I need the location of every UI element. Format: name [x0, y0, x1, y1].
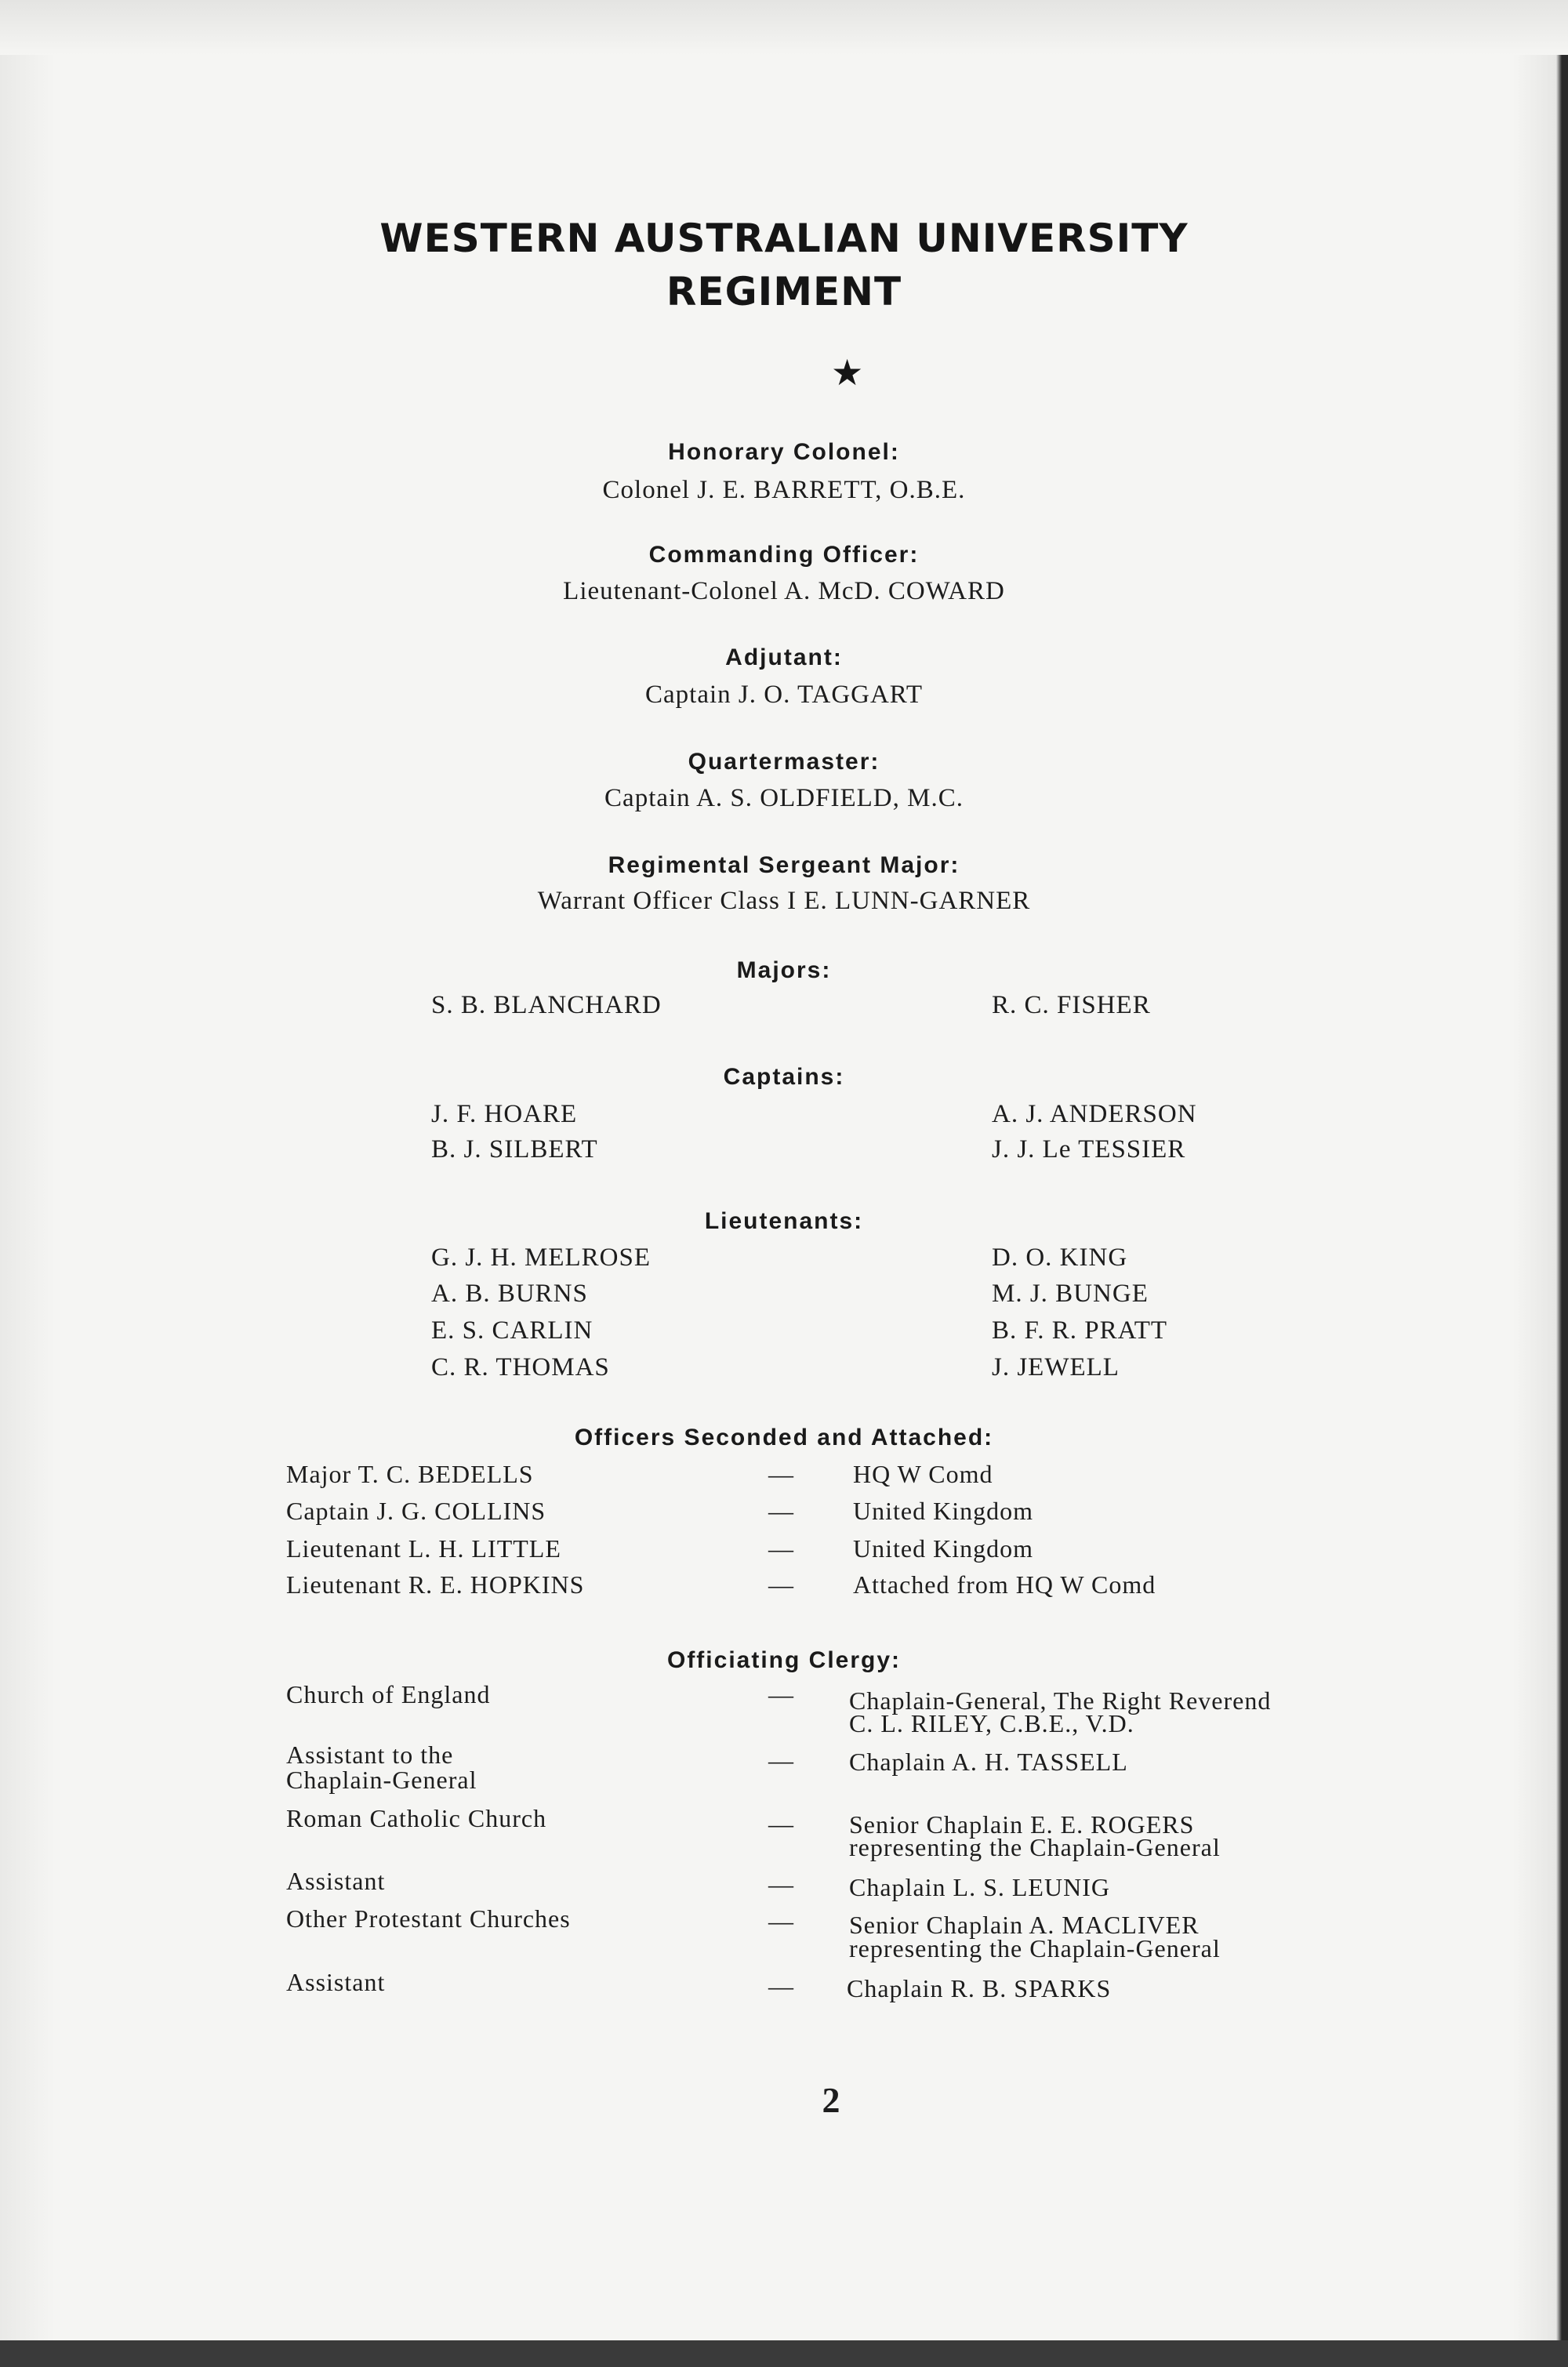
heading-quartermaster: Quartermaster:: [688, 749, 880, 775]
seconded-posting-4: Attached from HQ W Comd: [853, 1570, 1156, 1599]
seconded-name-1: Major T. C. BEDELLS: [286, 1460, 534, 1488]
seconded-dash-1: —: [768, 1460, 794, 1488]
lieutenant-right-4: J. JEWELL: [992, 1353, 1120, 1381]
name-quartermaster: Captain A. S. OLDFIELD, M.C.: [604, 784, 964, 812]
lieutenant-left-4: C. R. THOMAS: [431, 1353, 610, 1381]
seconded-posting-2: United Kingdom: [853, 1497, 1033, 1525]
clergy-name-5-line-2: representing the Chaplain-General: [849, 1934, 1221, 1962]
heading-regimental-sergeant-major: Regimental Sergeant Major:: [608, 852, 960, 878]
lieutenant-left-1: G. J. H. MELROSE: [431, 1243, 652, 1272]
name-regimental-sergeant-major: Warrant Officer Class I E. LUNN-GARNER: [537, 887, 1031, 915]
clergy-name-6: Chaplain R. B. SPARKS: [847, 1974, 1112, 2002]
clergy-role-2-line-1: Assistant to the: [286, 1741, 454, 1769]
major-left-1: S. B. BLANCHARD: [431, 991, 662, 1019]
clergy-role-5: Other Protestant Churches: [286, 1904, 571, 1933]
heading-majors: Majors:: [736, 957, 832, 983]
clergy-dash-3: —: [768, 1810, 794, 1838]
clergy-name-3-line-2: representing the Chaplain-General: [849, 1833, 1221, 1861]
clergy-dash-2: —: [768, 1746, 794, 1774]
clergy-name-2: Chaplain A. H. TASSELL: [849, 1748, 1128, 1776]
major-right-1: R. C. FISHER: [992, 991, 1151, 1019]
clergy-name-1-line-1: Chaplain-General, The Right Reverend: [849, 1686, 1272, 1715]
page-title-line-2: REGIMENT: [666, 269, 902, 314]
lieutenant-left-3: E. S. CARLIN: [431, 1316, 593, 1345]
clergy-role-4: Assistant: [286, 1867, 386, 1895]
heading-captains: Captains:: [723, 1064, 845, 1090]
clergy-name-5-line-1: Senior Chaplain A. MACLIVER: [849, 1911, 1200, 1939]
page-title-line-1: WESTERN AUSTRALIAN UNIVERSITY: [379, 216, 1189, 261]
clergy-name-1-line-2: C. L. RILEY, C.B.E., V.D.: [849, 1709, 1134, 1737]
captain-right-2: J. J. Le TESSIER: [992, 1135, 1186, 1164]
captain-left-2: B. J. SILBERT: [431, 1135, 598, 1164]
clergy-name-4: Chaplain L. S. LEUNIG: [849, 1873, 1110, 1901]
seconded-name-2: Captain J. G. COLLINS: [286, 1497, 546, 1525]
clergy-dash-5: —: [768, 1907, 794, 1935]
seconded-posting-1: HQ W Comd: [853, 1460, 993, 1488]
name-adjutant: Captain J. O. TAGGART: [645, 681, 923, 709]
captain-left-1: J. F. HOARE: [431, 1100, 578, 1128]
heading-commanding-officer: Commanding Officer:: [648, 542, 920, 568]
clergy-role-2-line-2: Chaplain-General: [286, 1766, 477, 1794]
seconded-posting-3: United Kingdom: [853, 1534, 1033, 1563]
captain-right-1: A. J. ANDERSON: [992, 1100, 1197, 1128]
seconded-dash-3: —: [768, 1534, 794, 1563]
heading-adjutant: Adjutant:: [725, 644, 843, 670]
seconded-dash-2: —: [768, 1497, 794, 1525]
name-commanding-officer: Lieutenant-Colonel A. McD. COWARD: [563, 577, 1005, 605]
clergy-dash-4: —: [768, 1870, 794, 1898]
heading-officers-seconded: Officers Seconded and Attached:: [574, 1425, 994, 1450]
seconded-dash-4: —: [768, 1570, 794, 1599]
clergy-role-3: Roman Catholic Church: [286, 1804, 547, 1832]
scan-bottom-edge: [0, 2340, 1568, 2367]
lieutenant-right-1: D. O. KING: [992, 1243, 1128, 1272]
lieutenant-right-2: M. J. BUNGE: [992, 1280, 1149, 1308]
clergy-dash-6: —: [768, 1972, 794, 2000]
seconded-name-4: Lieutenant R. E. HOPKINS: [286, 1570, 585, 1599]
page-number: 2: [822, 2080, 840, 2120]
heading-honorary-colonel: Honorary Colonel:: [668, 439, 900, 465]
name-honorary-colonel: Colonel J. E. BARRETT, O.B.E.: [602, 476, 966, 504]
heading-officiating-clergy: Officiating Clergy:: [666, 1647, 902, 1673]
clergy-role-1: Church of England: [286, 1680, 491, 1708]
heading-lieutenants: Lieutenants:: [704, 1208, 864, 1234]
clergy-name-3-line-1: Senior Chaplain E. E. ROGERS: [849, 1810, 1195, 1839]
clergy-role-6: Assistant: [286, 1968, 386, 1996]
clergy-dash-1: —: [768, 1680, 794, 1708]
scan-top-shadow: [0, 0, 1568, 55]
seconded-name-3: Lieutenant L. H. LITTLE: [286, 1534, 561, 1563]
lieutenant-right-3: B. F. R. PRATT: [992, 1316, 1168, 1345]
lieutenant-left-2: A. B. BURNS: [431, 1280, 588, 1308]
star-icon: ★: [831, 351, 864, 394]
